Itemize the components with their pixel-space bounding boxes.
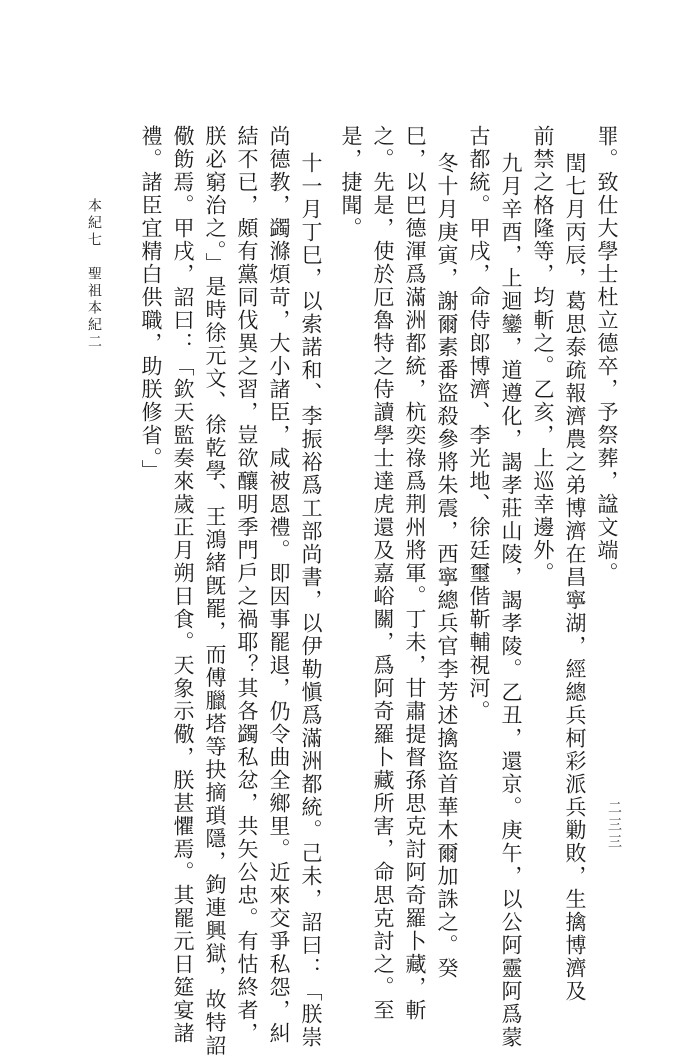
- text-column-6: 冬十月庚寅，謝爾素番盜殺參將朱震，西寧總兵官李芳述擒盜首華木爾加誅之。癸: [435, 152, 459, 980]
- text-column-7: 巳，以巴德渾爲滿洲都統，杭奕祿爲荆州將軍。丁未，甘肅提督孫思克討阿奇羅卜藏，斬: [403, 125, 427, 1022]
- text-column-8: 之。先是，使於厄魯特之侍讀學士達虎還及嘉峪關，爲阿奇羅卜藏所害，命思克討之。至: [371, 125, 395, 1022]
- text-column-4: 九月辛酉，上迴鑾，道遵化，謁孝莊山陵，謁孝陵。乙丑，還京。庚午，以公阿靈阿爲蒙: [499, 152, 523, 1049]
- text-column-14: 儆飭焉。甲戌，詔曰：「欽天監奏來歲正月朔日食。天象示儆，朕甚懼焉。其罷元日筵宴諸: [171, 125, 195, 1045]
- running-head: 本紀七 聖祖本紀二: [86, 198, 102, 351]
- text-column-11: 尚德教，蠲滌煩苛，大小諸臣，咸被恩禮。即因事罷退，仍令曲全鄉里。近來交爭私怨，糾: [267, 125, 291, 1045]
- text-column-5: 古都統。甲戌，命侍郎博濟、李光地、徐廷璽偕靳輔視河。: [467, 125, 491, 723]
- text-column-12: 結不已，頗有黨同伐異之習，豈欲釀明季門戶之禍耶？其各蠲私忿，共矢公忠。有怙終者，: [235, 125, 259, 1045]
- text-column-15: 禮。諸臣宜精白供職，助朕修省。」: [139, 125, 163, 483]
- text-column-1: 罪。致仕大學士杜立德卒，予祭葬，諡文端。: [595, 125, 619, 585]
- page-number: 二三三: [606, 800, 622, 851]
- text-column-2: 閏七月丙辰，葛思泰疏報濟農之弟博濟在昌寧湖，經總兵柯彩派兵勦敗，生擒博濟及: [563, 152, 587, 1003]
- text-column-3: 前禁之格隆等，均斬之。乙亥，上巡幸邊外。: [531, 125, 555, 585]
- text-column-13: 朕必窮治之。」是時徐元文、徐乾學、王鴻緒旣罷，而傅臘塔等抉摘瑣隱，鉤連興獄，故特詔: [203, 125, 227, 1058]
- text-column-10: 十一月丁巳，以索諾和、李振裕爲工部尚書，以伊勒愼爲滿洲都統。己未，詔曰：「朕崇: [299, 152, 323, 1049]
- text-column-9: 是，捷聞。: [339, 125, 363, 240]
